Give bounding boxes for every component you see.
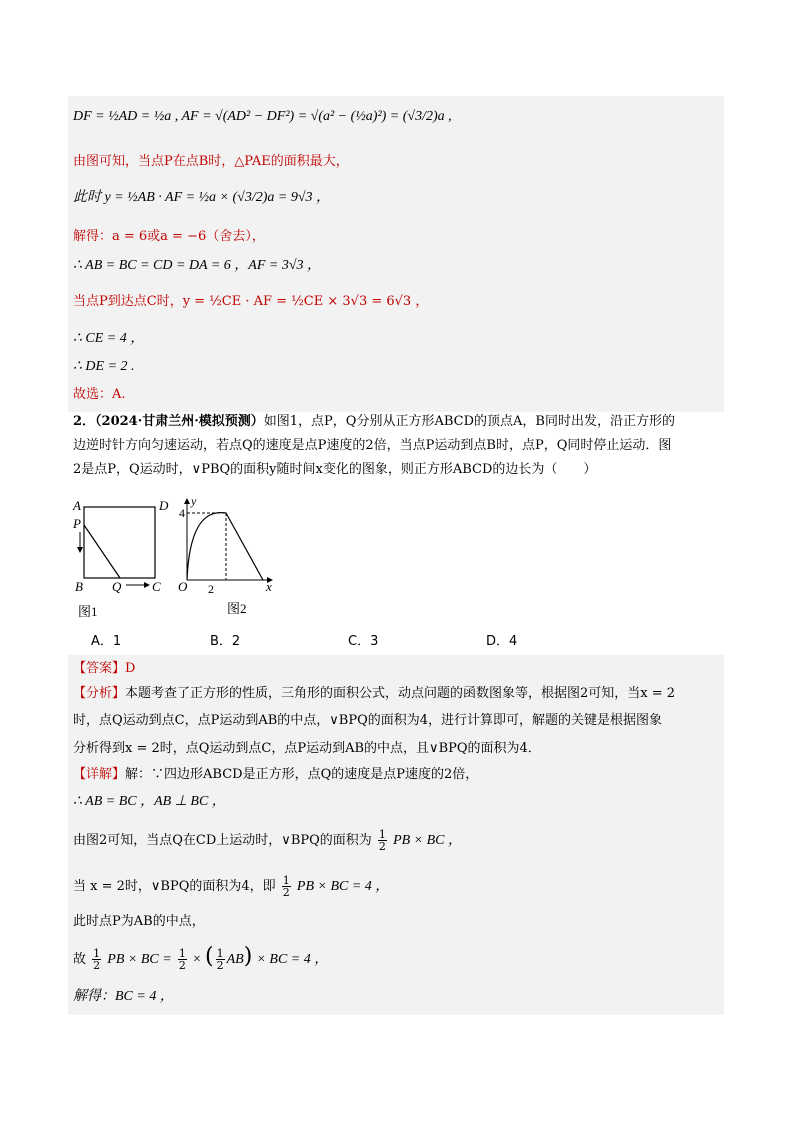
detail-text-4a: 当 x = 2时，∨BPQ的面积为4，即 xyxy=(73,879,276,894)
figure-2 xyxy=(175,495,285,623)
detail-text-4b: PB × BC = 4 ， xyxy=(296,879,390,894)
fraction-half: $\frac{1}{2}$ xyxy=(178,947,186,972)
detail-line-6: 故 $\frac{1}{2}$ PB × BC = $\frac{1}{2}$ × ( $\frac{1}{2}$ AB) × BC = 4 ， xyxy=(73,944,329,972)
tick-y-4: 4 xyxy=(179,506,185,520)
solution-line-4: 解得：a = 6或a = −6（舍去）， xyxy=(73,229,265,244)
question-source: （2024·甘肃兰州·模拟预测） xyxy=(95,414,264,429)
detail-line-1 xyxy=(73,766,478,784)
detail-text-6a: 故 xyxy=(73,952,87,967)
label-a: A xyxy=(73,498,81,513)
label-o: O xyxy=(178,579,188,594)
solution-line-5: ∴ AB = BC = CD = DA = 6 ，AF = 3√3 ， xyxy=(73,258,322,273)
analysis-text-1: 本题考查了正方形的性质，三角形的面积公式，动点问题的函数图象等，根据图2可知，当x = 2 xyxy=(125,686,676,701)
analysis-line-1 xyxy=(73,685,675,703)
analysis-tag: 【分析】 xyxy=(73,686,126,701)
detail-line-2: ∴ AB = BC ，AB ⊥ BC ， xyxy=(73,794,226,809)
detail-text-1: 解：∵四边形ABCD是正方形，点Q的速度是点P速度的2倍， xyxy=(125,767,479,782)
detail-text-6e: × BC = 4 ， xyxy=(256,952,329,967)
fraction-half: $\frac{1}{2}$ xyxy=(378,828,386,853)
detail-text-6b: PB × BC = xyxy=(107,952,172,967)
figure-1 xyxy=(70,495,180,623)
label-q: Q xyxy=(112,579,122,594)
solution-line-6: 当点P到达点C时，y = ½CE · AF = ½CE × 3√3 = 6√3 ， xyxy=(73,294,429,309)
option-d[interactable]: D．4 xyxy=(486,634,518,649)
detail-line-7: 解得：BC = 4 ， xyxy=(73,989,174,1004)
analysis-line-2: 时，点Q运动到点C，点P运动到AB的中点，∨BPQ的面积为4，进行计算即可，解题的关键是根据图象 xyxy=(73,713,663,728)
solution-line-7: ∴ CE = 4 ， xyxy=(73,331,145,346)
analysis-line-3: 分析得到x = 2时，点Q运动到点C，点P运动到AB的中点，且∨BPQ的面积为4． xyxy=(73,741,541,756)
solution-line-8: ∴ DE = 2 . xyxy=(73,359,135,374)
figure-1-caption: 图1 xyxy=(78,604,98,619)
figure-2-caption: 图2 xyxy=(227,601,247,616)
solution-line-9: 故选：A. xyxy=(73,387,126,402)
question-line-3: 2是点P，Q运动时，∨PBQ的面积y随时间x变化的图象，则正方形ABCD的边长为（ ） xyxy=(73,462,597,477)
label-y: y xyxy=(191,495,197,508)
label-p: P xyxy=(73,516,81,531)
fraction-half: $\frac{1}{2}$ xyxy=(216,947,224,972)
detail-line-5: 此时点P为AB的中点， xyxy=(73,914,205,929)
arrowhead-p xyxy=(77,547,83,553)
detail-text-3b: PB × BC ， xyxy=(393,833,463,848)
solution-block-top xyxy=(68,96,724,412)
question-line-2: 边逆时针方向匀速运动，若点Q的速度是点P速度的2倍，当点P运动到点B时，点P，Q同时停止运动．图 xyxy=(73,438,672,453)
arrowhead-q xyxy=(144,582,150,588)
solution-line-1: DF = ½AD = ½a , AF = √(AD² − DF²) = √(a² − (½a)²) = (√3/2)a , xyxy=(73,109,452,124)
answer-tag: 【答案】 xyxy=(73,661,126,676)
option-a[interactable]: A．1 xyxy=(91,634,122,649)
label-d: D xyxy=(159,498,169,513)
fraction-half: $\frac{1}{2}$ xyxy=(93,947,101,972)
fraction-half: $\frac{1}{2}$ xyxy=(282,874,290,899)
area-curve xyxy=(187,513,263,580)
solution-line-2: 由图可知，当点P在点B时，△PAE的面积最大， xyxy=(73,154,349,169)
detail-text-6c: × xyxy=(192,952,201,967)
y-axis-arrow xyxy=(184,498,190,504)
detail-text-6d: AB xyxy=(226,952,244,967)
option-b[interactable]: B．2 xyxy=(210,634,241,649)
question-number: 2． xyxy=(73,414,96,429)
tick-x-2: 2 xyxy=(208,582,214,596)
detail-tag: 【详解】 xyxy=(73,767,126,782)
detail-line-3 xyxy=(73,829,462,852)
option-c[interactable]: C．3 xyxy=(348,634,379,649)
solution-line-3: 此时 y = ½AB · AF = ½a × (√3/2)a = 9√3 ， xyxy=(73,190,331,205)
segment-pq xyxy=(84,525,120,578)
question-line-1: 如图1，点P，Q分别从正方形ABCD的顶点A，B同时出发，沿正方形的 xyxy=(263,414,675,429)
label-x: x xyxy=(266,579,272,594)
square-abcd xyxy=(84,507,155,578)
label-c: C xyxy=(152,579,161,594)
detail-text-3a: 由图2可知，当点Q在CD上运动时，∨BPQ的面积为 xyxy=(73,833,372,848)
detail-line-4 xyxy=(73,875,389,898)
answer-line xyxy=(73,660,135,678)
question-text xyxy=(73,410,733,482)
label-b: B xyxy=(75,579,83,594)
answer-value: D xyxy=(125,661,136,676)
